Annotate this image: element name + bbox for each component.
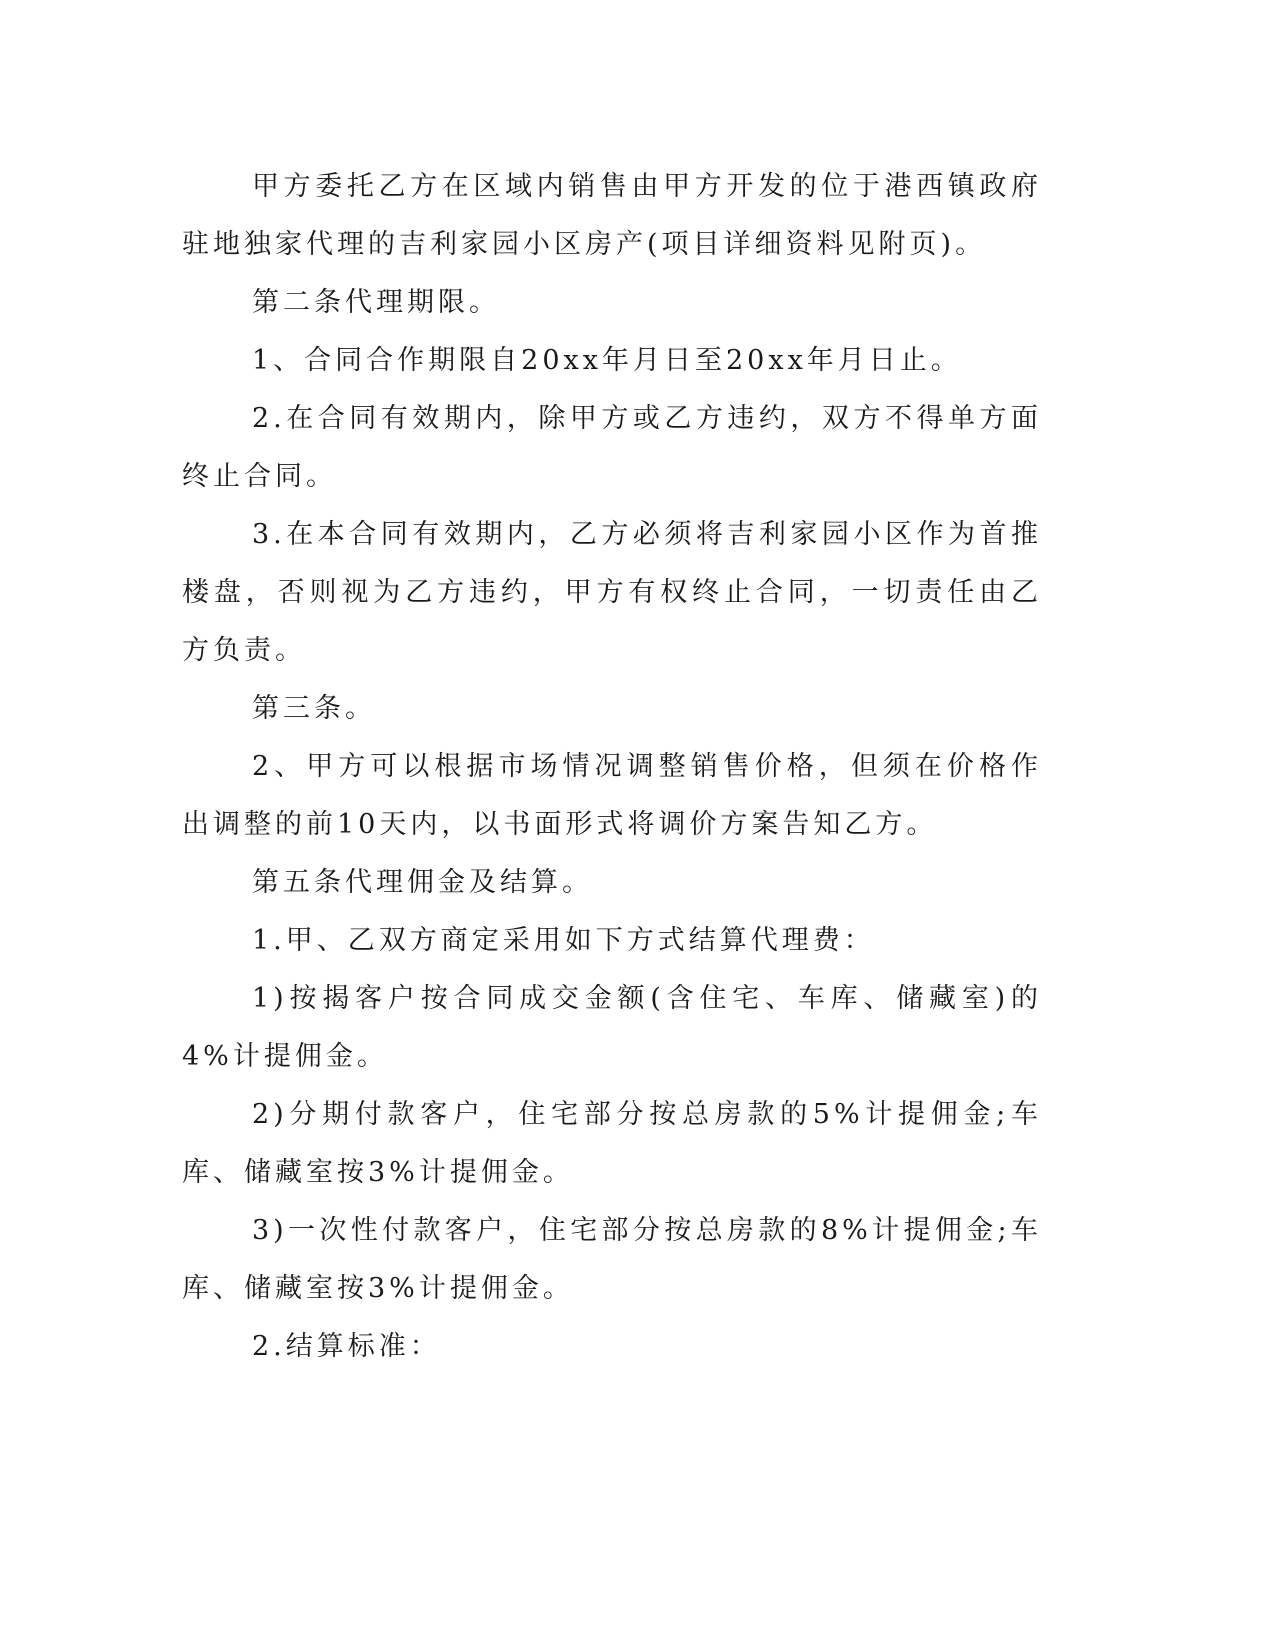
paragraph-mortgage-commission: 1)按揭客户按合同成交金额(含住宅、车库、储藏室)的4%计提佣金。 (182, 983, 1042, 1072)
heading-article-2-agency-term: 第二条代理期限。 (252, 287, 500, 318)
paragraph-price-adjustment: 2、甲方可以根据市场情况调整销售价格，但须在价格作出调整的前10天内，以书面形式将调价方案告知乙方。 (182, 751, 1042, 840)
paragraph-contract-period: 1、合同合作期限自20xx年月日至20xx年月日止。 (252, 345, 962, 376)
paragraph-no-unilateral-termination: 2.在合同有效期内，除甲方或乙方违约，双方不得单方面终止合同。 (182, 403, 1042, 492)
heading-article-5-commission: 第五条代理佣金及结算。 (252, 867, 593, 898)
paragraph-priority-promotion: 3.在本合同有效期内，乙方必须将吉利家园小区作为首推楼盘，否则视为乙方违约，甲方有权终止合同，一切责任由乙方负责。 (182, 519, 1042, 666)
heading-article-3: 第三条。 (252, 693, 376, 724)
paragraph-settlement-standard: 2.结算标准： (252, 1331, 441, 1362)
paragraph-settlement-method: 1.甲、乙双方商定采用如下方式结算代理费： (252, 925, 875, 956)
paragraph-installment-commission: 2)分期付款客户，住宅部分按总房款的5%计提佣金;车库、储藏室按3%计提佣金。 (182, 1099, 1042, 1188)
paragraph-lump-sum-commission: 3)一次性付款客户，住宅部分按总房款的8%计提佣金;车库、储藏室按3%计提佣金。 (182, 1215, 1042, 1304)
paragraph-entrustment: 甲方委托乙方在区域内销售由甲方开发的位于港西镇政府驻地独家代理的吉利家园小区房产(项目详细资料见附页)。 (182, 171, 1042, 260)
document-body (182, 158, 1042, 1376)
